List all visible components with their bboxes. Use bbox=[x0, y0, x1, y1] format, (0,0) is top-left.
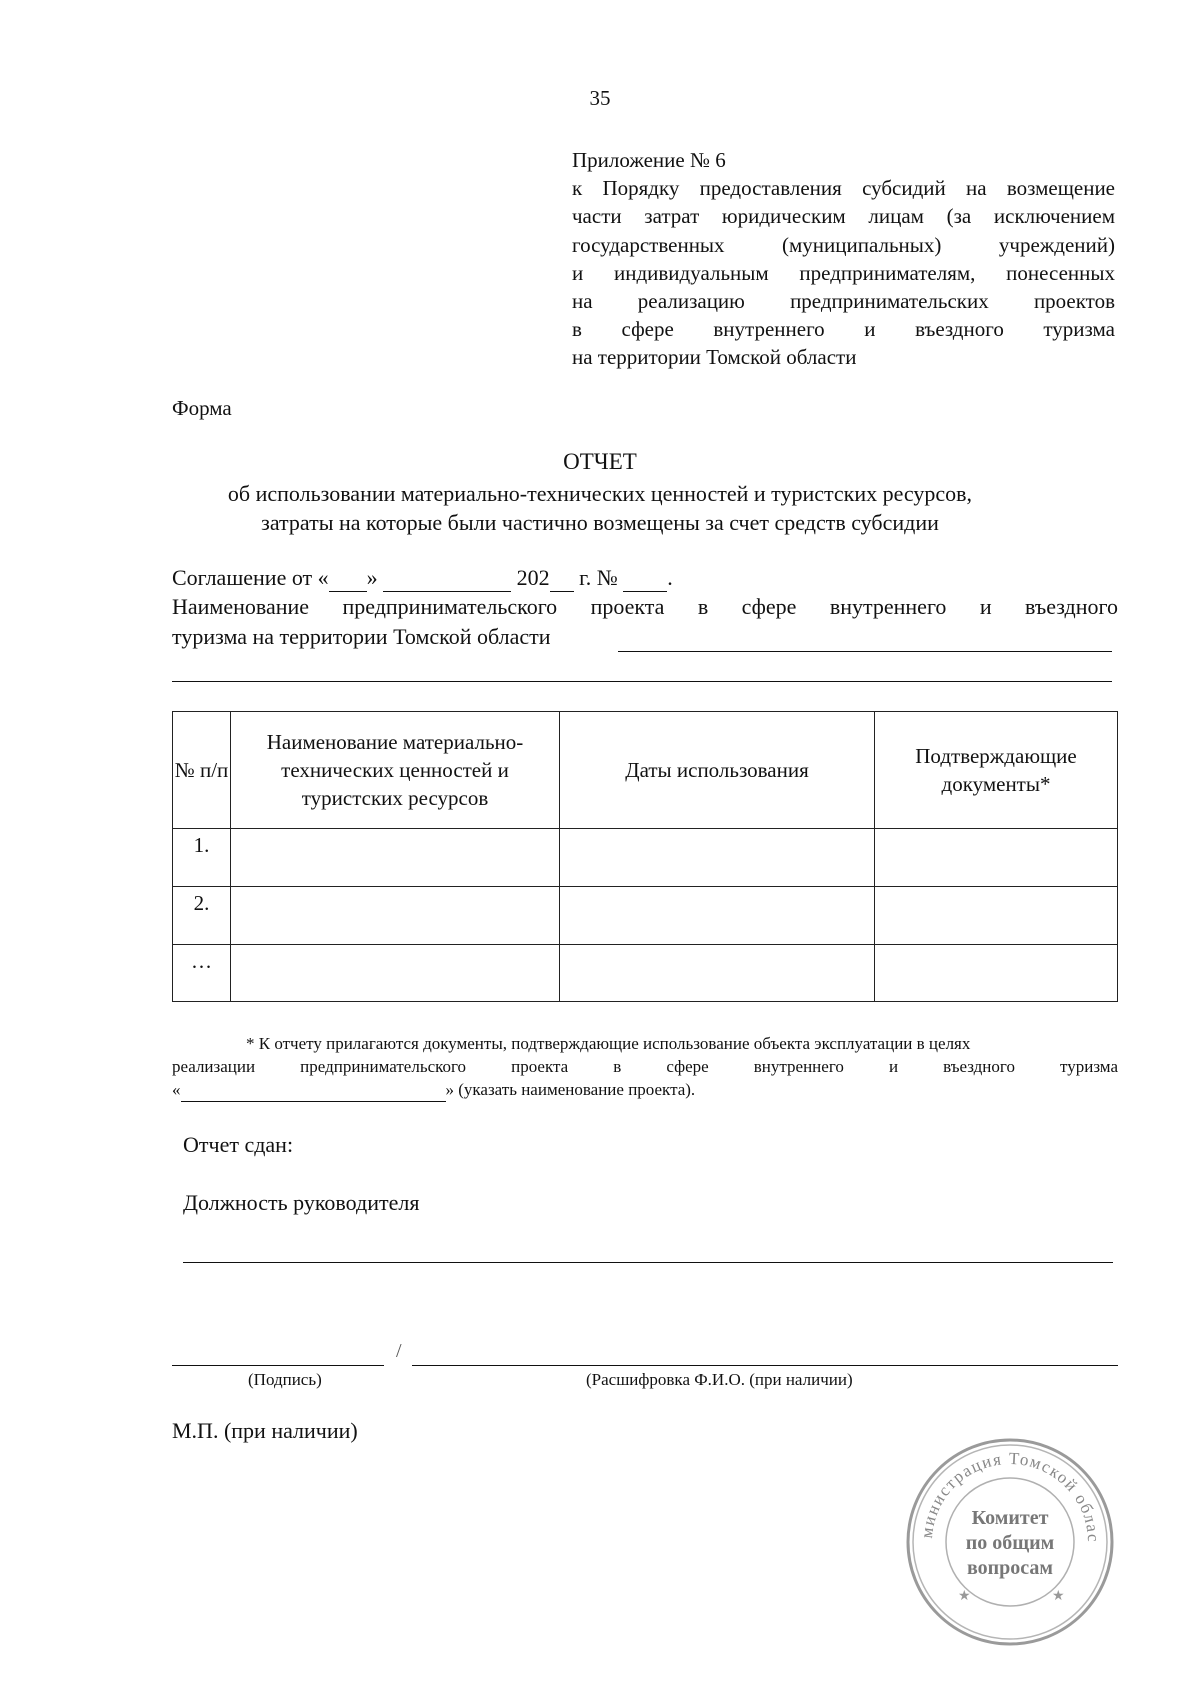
appendix-line: государственных (муниципальных) учреждений) bbox=[572, 232, 1115, 257]
full-name-blank[interactable] bbox=[412, 1365, 1118, 1366]
project-name-line: Наименование предпринимательского проекта в сфере внутреннего и въездного bbox=[172, 594, 1118, 619]
appendix-line: на территории Томской области bbox=[572, 345, 857, 370]
row-number: 1. bbox=[173, 829, 231, 887]
appendix-header bbox=[572, 146, 1115, 372]
stamp-star-icon: ★ bbox=[1052, 1588, 1065, 1604]
stamp-ring-text: министрация Томской облас bbox=[916, 1448, 1104, 1544]
column-header-documents: Подтверждающие документы* bbox=[875, 712, 1118, 829]
report-table bbox=[172, 711, 1118, 1002]
form-label: Форма bbox=[172, 396, 232, 420]
agreement-prefix: Соглашение от « bbox=[172, 565, 329, 590]
report-subtitle-line: затраты на которые были частично возмещены за счет средств субсидии bbox=[261, 510, 939, 535]
stamp-seal bbox=[900, 1430, 1120, 1650]
agreement-number-label: г. № bbox=[573, 565, 624, 590]
agreement-day-blank[interactable] bbox=[329, 565, 367, 592]
stamp-center-line: Комитет bbox=[971, 1507, 1049, 1529]
appendix-line: на реализацию предпринимательских проектов bbox=[572, 289, 1115, 314]
agreement-month-blank[interactable] bbox=[383, 565, 511, 592]
row-number: 2. bbox=[173, 887, 231, 945]
official-stamp bbox=[900, 1430, 1120, 1650]
table-row bbox=[173, 887, 1118, 945]
head-position-blank[interactable] bbox=[183, 1262, 1113, 1263]
footnote-line: * К отчету прилагаются документы, подтверждающие использование объекта эксплуатации в целях bbox=[246, 1034, 971, 1053]
seal-place-label: М.П. (при наличии) bbox=[172, 1418, 358, 1443]
footnote-quote-close: » (указать наименование проекта). bbox=[445, 1080, 696, 1099]
appendix-line: части затрат юридическим лицам (за исключением bbox=[572, 204, 1115, 229]
documents-cell[interactable] bbox=[875, 887, 1118, 945]
report-title: ОТЧЕТ bbox=[563, 449, 637, 474]
signature-separator: / bbox=[396, 1340, 402, 1362]
agreement-number-blank[interactable] bbox=[623, 565, 667, 592]
column-header-dates: Даты использования bbox=[560, 712, 875, 829]
agreement-year: 202 bbox=[516, 565, 550, 590]
appendix-line: и индивидуальным предпринимателям, понесенных bbox=[572, 260, 1115, 285]
documents-cell[interactable] bbox=[875, 829, 1118, 887]
head-position-label: Должность руководителя bbox=[183, 1190, 420, 1215]
project-name-blank[interactable] bbox=[618, 651, 1112, 652]
agreement-period: . bbox=[667, 565, 673, 590]
agreement-year-blank[interactable] bbox=[550, 565, 574, 592]
project-name-line: туризма на территории Томской области bbox=[172, 624, 551, 649]
name-cell[interactable] bbox=[231, 829, 560, 887]
dates-cell[interactable] bbox=[560, 829, 875, 887]
name-cell[interactable] bbox=[231, 945, 560, 1002]
appendix-line: к Порядку предоставления субсидий на возмещение bbox=[572, 176, 1115, 201]
name-cell[interactable] bbox=[231, 887, 560, 945]
footnote-quote-open: « bbox=[172, 1080, 181, 1099]
dates-cell[interactable] bbox=[560, 945, 875, 1002]
agreement-line bbox=[172, 565, 673, 592]
agreement-quote-close: » bbox=[366, 565, 378, 590]
appendix-title: Приложение № 6 bbox=[572, 148, 726, 172]
page-number: 35 bbox=[589, 86, 611, 110]
table-row bbox=[173, 945, 1118, 1002]
appendix-line: в сфере внутреннего и въездного туризма bbox=[572, 317, 1115, 342]
footnote-line bbox=[172, 1078, 695, 1102]
column-header-number: № п/п bbox=[173, 712, 231, 829]
dates-cell[interactable] bbox=[560, 887, 875, 945]
table-row bbox=[173, 829, 1118, 887]
stamp-star-icon: ★ bbox=[958, 1588, 971, 1604]
column-header-name: Наименование материально-технических ценностей и туристских ресурсов bbox=[231, 712, 560, 829]
project-name-blank-2[interactable] bbox=[172, 681, 1112, 682]
full-name-label: (Расшифровка Ф.И.О. (при наличии) bbox=[586, 1370, 853, 1389]
footnote-project-blank[interactable] bbox=[181, 1078, 446, 1102]
signature-blank[interactable] bbox=[172, 1365, 384, 1366]
signature-label: (Подпись) bbox=[248, 1370, 322, 1389]
report-submitted-label: Отчет сдан: bbox=[183, 1132, 294, 1157]
row-number: … bbox=[173, 945, 231, 1002]
report-subtitle-line: об использовании материально-технических ценностей и туристских ресурсов, bbox=[227, 481, 973, 506]
documents-cell[interactable] bbox=[875, 945, 1118, 1002]
footnote-line: реализации предпринимательского проекта в сфере внутреннего и въездного туризма bbox=[172, 1057, 1118, 1076]
table-header-row bbox=[173, 712, 1118, 829]
stamp-center-line: вопросам bbox=[966, 1557, 1054, 1579]
stamp-center-line: по общим bbox=[965, 1532, 1055, 1554]
